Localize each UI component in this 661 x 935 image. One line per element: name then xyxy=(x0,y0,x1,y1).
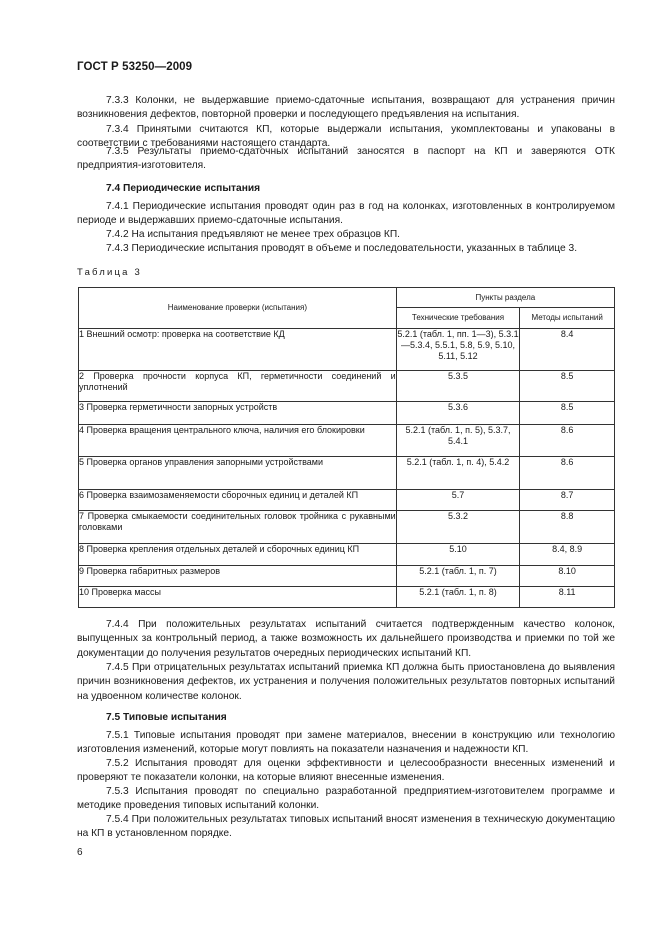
section-title-7-4: 7.4 Периодические испытания xyxy=(106,183,261,194)
tests-table xyxy=(78,287,615,608)
paragraph-7-4-4: 7.4.4 При положительных результатах испытаний считается подтвержденным качество колонок, выпущенных за контрольный период, а также возможность их дальнейшего производства и приемки по той же документации до получения результатов очередных периодических испытаний КП. xyxy=(77,619,615,659)
row-name: 1 Внешний осмотр: проверка на соответствие КД xyxy=(79,329,397,371)
paragraph-7-5-1: 7.5.1 Типовые испытания проводят при замене материалов, внесении в конструкцию или технологию изготовления изменений, которые могут повлиять на показатели назначения и надежности КП. xyxy=(77,730,615,756)
row-requirements: 5.2.1 (табл. 1, п. 8) xyxy=(396,587,520,608)
table-header-methods: Методы испытаний xyxy=(520,308,615,329)
row-name: 10 Проверка массы xyxy=(79,587,397,608)
table-row xyxy=(79,425,615,457)
row-name: 9 Проверка габаритных размеров xyxy=(79,566,397,587)
paragraph-7-3-5: 7.3.5 Результаты приемо-сдаточных испытаний заносятся в паспорт на КП и заверяются ОТК предприятия-изготовителя. xyxy=(77,146,615,172)
paragraph-7-5-4: 7.5.4 При положительных результатах типовых испытаний вносят изменения в техническую документацию на КП в установленном порядке. xyxy=(77,814,615,840)
row-methods: 8.6 xyxy=(520,457,615,490)
row-requirements: 5.2.1 (табл. 1, п. 5), 5.3.7, 5.4.1 xyxy=(396,425,520,457)
paragraph-7-4-3: 7.4.3 Периодические испытания проводят в объеме и последовательности, указанных в таблице 3. xyxy=(106,243,578,254)
row-name: 7 Проверка смыкаемости соединительных головок тройника с рукавными головками xyxy=(79,511,397,544)
table-header-group: Пункты раздела xyxy=(396,288,614,308)
paragraph-7-4-5: 7.4.5 При отрицательных результатах испытаний приемка КП должна быть приостановлена до выявления причин возникновения дефектов, их устранения и получения положительных результатов повторных испытаний на удвоенном количестве колонок. xyxy=(77,662,615,702)
page-header: ГОСТ Р 53250—2009 xyxy=(77,61,193,73)
paragraph-7-5-2: 7.5.2 Испытания проводят для оценки эффективности и целесообразности внесенных изменений и проверяют те показатели колонки, на которые влияют внесенные изменения. xyxy=(77,758,615,784)
table-row xyxy=(79,402,615,425)
row-methods: 8.11 xyxy=(520,587,615,608)
paragraph-7-5-3: 7.5.3 Испытания проводят по специально разработанной предприятием-изготовителем программе и методике проведения типовых испытаний колонки. xyxy=(77,786,615,812)
row-methods: 8.8 xyxy=(520,511,615,544)
row-methods: 8.5 xyxy=(520,371,615,402)
paragraph-7-4-2: 7.4.2 На испытания предъявляют не менее трех образцов КП. xyxy=(106,229,401,240)
paragraph-7-4-1: 7.4.1 Периодические испытания проводят один раз в год на колонках, изготовленных в контролируемом периоде и выдержавших приемо-сдаточные испытания. xyxy=(77,201,615,227)
section-title-7-5: 7.5 Типовые испытания xyxy=(106,712,227,723)
row-requirements: 5.2.1 (табл. 1, пп. 1—3), 5.3.1—5.3.4, 5.5.1, 5.8, 5.9, 5.10, 5.11, 5.12 xyxy=(396,329,520,371)
table-row xyxy=(79,511,615,544)
table-row xyxy=(79,490,615,511)
table-row xyxy=(79,371,615,402)
row-name: 5 Проверка органов управления запорными устройствами xyxy=(79,457,397,490)
row-requirements: 5.3.6 xyxy=(396,402,520,425)
row-requirements: 5.7 xyxy=(396,490,520,511)
row-methods: 8.10 xyxy=(520,566,615,587)
row-requirements: 5.2.1 (табл. 1, п. 7) xyxy=(396,566,520,587)
row-name: 8 Проверка крепления отдельных деталей и сборочных единиц КП xyxy=(79,544,397,566)
row-methods: 8.6 xyxy=(520,425,615,457)
row-requirements: 5.2.1 (табл. 1, п. 4), 5.4.2 xyxy=(396,457,520,490)
row-requirements: 5.3.5 xyxy=(396,371,520,402)
table-header-requirements: Технические требования xyxy=(396,308,520,329)
row-methods: 8.7 xyxy=(520,490,615,511)
row-requirements: 5.10 xyxy=(396,544,520,566)
row-methods: 8.5 xyxy=(520,402,615,425)
page-number: 6 xyxy=(77,847,83,858)
paragraph-7-3-3: 7.3.3 Колонки, не выдержавшие приемо-сдаточные испытания, возвращают для устранения причин возникновения дефектов, повторной проверки и последующего предъявления на испытания. xyxy=(77,95,615,121)
row-requirements: 5.3.2 xyxy=(396,511,520,544)
table-caption: Таблица 3 xyxy=(77,267,142,278)
table-header-name: Наименование проверки (испытания) xyxy=(79,288,397,329)
table-row xyxy=(79,566,615,587)
row-methods: 8.4 xyxy=(520,329,615,371)
row-name: 3 Проверка герметичности запорных устройств xyxy=(79,402,397,425)
row-methods: 8.4, 8.9 xyxy=(520,544,615,566)
row-name: 2 Проверка прочности корпуса КП, герметичности соединений и уплотнений xyxy=(79,371,397,402)
row-name: 6 Проверка взаимозаменяемости сборочных единиц и деталей КП xyxy=(79,490,397,511)
table-row xyxy=(79,329,615,371)
paragraph-7-3-4: 7.3.4 Принятыми считаются КП, которые выдержали испытания, укомплектованы и упакованы в соответствии с требованиями настоящего стандарта. xyxy=(77,124,615,150)
table-row xyxy=(79,457,615,490)
table-row xyxy=(79,587,615,608)
row-name: 4 Проверка вращения центрального ключа, наличия его блокировки xyxy=(79,425,397,457)
table-row xyxy=(79,544,615,566)
